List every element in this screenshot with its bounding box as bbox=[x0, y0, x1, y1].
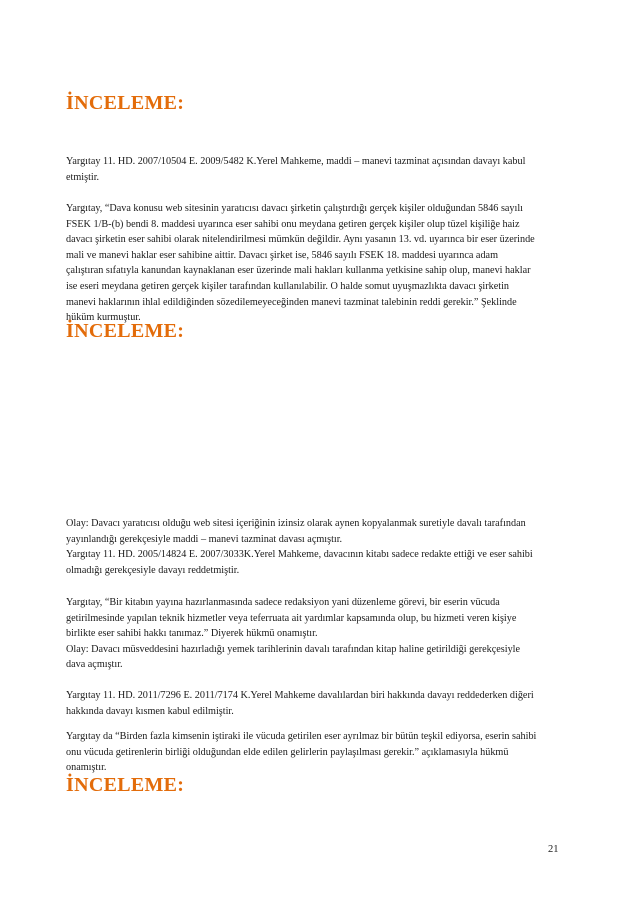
heading-inceleme-2: İNCELEME: bbox=[66, 320, 185, 342]
paragraph-line: dava açmıştır. bbox=[66, 659, 123, 671]
paragraph-5 bbox=[66, 688, 574, 719]
paragraph-line: FSEK 1/B-(b) bendi 8. maddesi uyarınca eser sahibi onu meydana getiren gerçek kişiler olup tüzel kişiliğe haiz bbox=[66, 218, 520, 230]
paragraph-line: onu vücuda getirenlerin birliği olduğundan elde edilen gelirlerin paylaşılması gerekir.” açıklamasıyla hükmü bbox=[66, 746, 509, 758]
paragraph-line: Yargıtay, “Dava konusu web sitesinin yaratıcısı davacı şirketin çalıştırdığı gerçek kişiler olduğundan 5846 sayılı bbox=[66, 203, 524, 214]
paragraph-line: Olay: Davacı yaratıcısı olduğu web sitesi içeriğinin izinsiz olarak aynen kopyalanmak suretiyle davalı tarafından bbox=[66, 518, 526, 529]
paragraph-4 bbox=[66, 595, 574, 673]
paragraph-line: birlikte eser sahibi hakkı tanımaz.” Diyerek hükmü onamıştır. bbox=[66, 628, 318, 640]
paragraph-line: Yargıtay 11. HD. 2011/7296 E. 2011/7174 K.Yerel Mahkeme davalılardan biri hakkında davayı reddederken diğeri bbox=[66, 690, 534, 701]
heading-inceleme-1: İNCELEME: bbox=[66, 92, 185, 114]
paragraph-line: davacı şirketin eser sahibi olarak nitelendirilmesi mümkün değildir. Aynı yasanın 13. vd. uyarınca bir eser üzerinde bbox=[66, 234, 535, 246]
paragraph-line: manevi haklarının ihlal edildiğinden sözedilemeyeceğinden manevi tazminat talebinin reddi gerekir.” Şeklinde bbox=[66, 296, 517, 308]
paragraph-line: Yargıtay, “Bir kitabın yayına hazırlanmasında sadece redaksiyon yani düzenleme görevi, bir eserin vücuda bbox=[66, 597, 500, 608]
paragraph-line: onamıştır. bbox=[66, 762, 107, 774]
paragraph-line: yayınlandığı gerekçesiyle maddi – manevi tazminat davası açmıştır. bbox=[66, 533, 343, 545]
page-number: 21 bbox=[548, 844, 559, 855]
paragraph-2 bbox=[66, 201, 574, 326]
paragraph-line: etmiştir. bbox=[66, 171, 100, 183]
paragraph-line: ise eseri meydana getiren gerçek kişiler tarafından kullanılabilir. O halde somut uyuşmazlıkta davacı şirketin bbox=[66, 280, 510, 292]
paragraph-line: çalıştıran sıfatıyla kanundan kaynaklanan eser üzerinde mali hakları kullanma yetkisine sahip olup, manevi haklar bbox=[66, 265, 531, 277]
paragraph-3 bbox=[66, 516, 574, 578]
paragraph-line: Olay: Davacı müsveddesini hazırladığı yemek tarihlerinin davalı tarafından kitap haline getirildiği gerekçesiyle bbox=[66, 643, 521, 655]
paragraph-line: hakkında davayı kısmen kabul edilmiştir. bbox=[66, 705, 234, 717]
paragraph-line: getirilmesinde yapılan teknik hizmetler veya teferruata ait yardımlar kapsamında olup, bu hizmeti veren kişiye bbox=[66, 612, 517, 624]
paragraph-1 bbox=[66, 154, 574, 185]
paragraph-6 bbox=[66, 729, 574, 776]
paragraph-line: hüküm kurmuştur. bbox=[66, 312, 141, 324]
heading-inceleme-3: İNCELEME: bbox=[66, 774, 185, 796]
paragraph-line: olmadığı gerekçesiyle davayı reddetmiştir. bbox=[66, 564, 240, 576]
paragraph-line: Yargıtay da “Birden fazla kimsenin iştiraki ile vücuda getirilen eser ayrılmaz bir bütün teşkil ediyorsa, eserin sahibi bbox=[66, 731, 537, 742]
paragraph-line: Yargıtay 11. HD. 2005/14824 E. 2007/3033K.Yerel Mahkeme, davacının kitabı sadece redakte ettiği ve eser sahibi bbox=[66, 549, 533, 561]
paragraph-line: Yargıtay 11. HD. 2007/10504 E. 2009/5482 K.Yerel Mahkeme, maddi – manevi tazminat açısından davayı kabul bbox=[66, 156, 526, 167]
paragraph-line: mali ve manevi haklar eser sahibine aittir. Davacı şirket ise, 5846 sayılı FSEK 18. maddesi uyarınca adam bbox=[66, 249, 498, 261]
